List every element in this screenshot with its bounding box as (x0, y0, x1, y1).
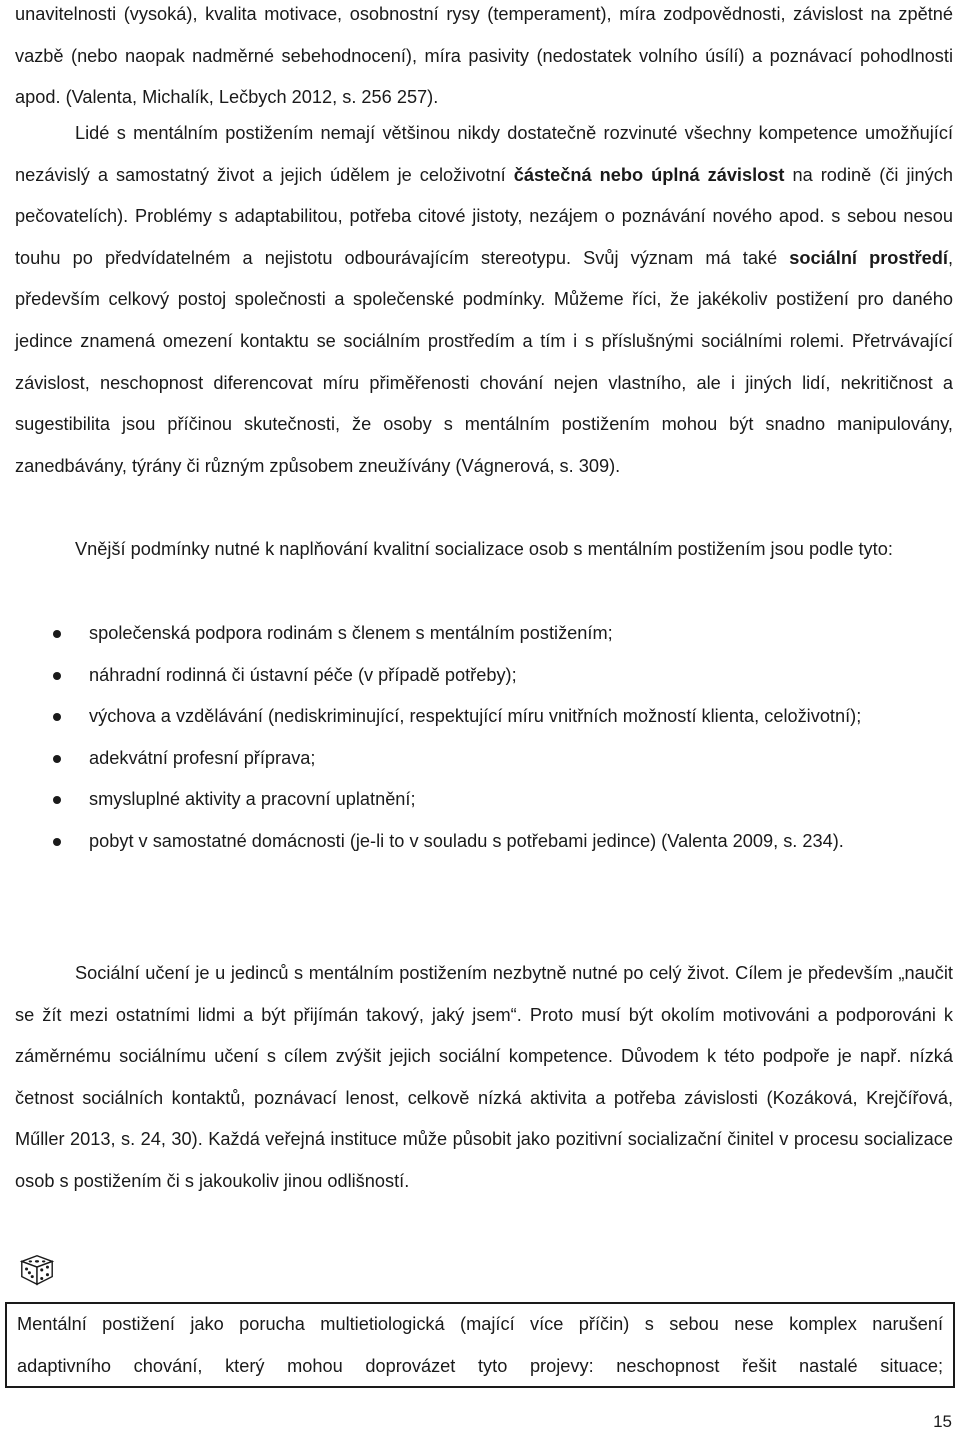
bullet-icon (53, 630, 61, 638)
paragraph-text: Lidé s mentálním postižením nemají většinou nikdy dostatečně rozvinuté všechny kompetence umožňující nezávislý a samostatný život a jejich údělem je celoživotní (15, 123, 953, 185)
dice-icon (18, 1250, 56, 1288)
page-number: 15 (933, 1412, 952, 1431)
paragraph-social-learning (15, 953, 953, 1203)
bullet-icon (53, 838, 61, 846)
paragraph-text: Vnější podmínky nutné k naplňování kvalitní socializace osob s mentálním postižením jsou podle tyto: (75, 539, 893, 559)
paragraph-text: unavitelnosti (vysoká), kvalita motivace, osobnostní rysy (temperament), míra zodpovědnosti, závislost na zpětné vazbě (nebo naopak nadměrné sebehodnocení), míra pasivity (nedostatek volního úsílí) a poznávací pohodlnosti apod. (Valenta, Michalík, Lečbych 2012, s. 256 257). (15, 4, 953, 108)
definition-line: Mentální postižení jako porucha multietiologická (mající více příčin) s sebou nese komplex narušení (17, 1314, 943, 1334)
bullet-icon (53, 755, 61, 763)
paragraph-text: Sociální učení je u jedinců s mentálním postižením nezbytně nutné po celý život. Cílem je především „naučit se žít mezi ostatními lidmi a být přijímán takový, jaký jsem“. Proto musí být okolím motivováni a podporováni k záměrnému sociálnímu učení s cílem zvýšit jejich sociální kompetence. Důvodem k této podpoře je např. nízká četnost sociálních kontaktů, poznávací lenost, celkově nízká aktivita a potřeba závislosti (Kozáková, Krejčířová, Műller 2013, s. 24, 30). Každá veřejná instituce může působit jako pozitivní socializační činitel v procesu socializace osob s postižením či s jakoukoliv jinou odlišností. (15, 963, 953, 1191)
paragraph-text: na rodině (či jiných pečovatelích). Problémy s adaptabilitou, potřeba citové jistoty, nezájem o poznávání nového apod. s sebou nesou touhu po předvídatelném a nejistotu odbourávajícím stereotypu. Svůj význam má také (15, 164, 953, 268)
paragraph-conditions-intro (15, 529, 953, 571)
conditions-list (0, 613, 960, 863)
definition-box (5, 1302, 955, 1388)
list-item: adekvátní profesní příprava; (0, 738, 960, 780)
list-item: pobyt v samostatné domácnosti (je-li to v souladu s potřebami jedince) (Valenta 2009, s. 234). (0, 821, 960, 863)
paragraph-dependency (15, 113, 953, 487)
bold-phrase: částečná nebo úplná závislost (513, 164, 785, 185)
list-item: společenská podpora rodinám s členem s mentálním postižením; (0, 613, 960, 655)
bullet-icon (53, 796, 61, 804)
bullet-icon (53, 713, 61, 721)
paragraph-text: , především celkový postoj společnosti a společenské podmínky. Můžeme říci, že jakékoliv postižení pro daného jedince znamená omezení kontaktu se sociálním prostředím a tím i s příslušnými sociálními rolemi. Přetrvávající závislost, neschopnost diferencovat míru přiměřenosti chování nejen vlastního, ale i jiných lidí, nekritičnost a sugestibilita jsou příčinou skutečnosti, že osoby s mentálním postižením mohou být snadno manipulovány, zanedbávány, týrány či různým způsobem zneužívány (Vágnerová, s. 309). (15, 247, 953, 476)
bold-phrase: sociální prostředí (789, 247, 948, 268)
bullet-icon (53, 672, 61, 680)
list-item: náhradní rodinná či ústavní péče (v případě potřeby); (0, 655, 960, 697)
definition-line: adaptivního chování, který mohou doprovázet tyto projevy: neschopnost řešit nastalé situace; (17, 1355, 943, 1376)
paragraph-continuation (15, 0, 953, 119)
list-item: výchova a vzdělávání (nediskriminující, respektující míru vnitřních možností klienta, celoživotní); (0, 696, 960, 738)
list-item: smysluplné aktivity a pracovní uplatnění; (0, 779, 960, 821)
